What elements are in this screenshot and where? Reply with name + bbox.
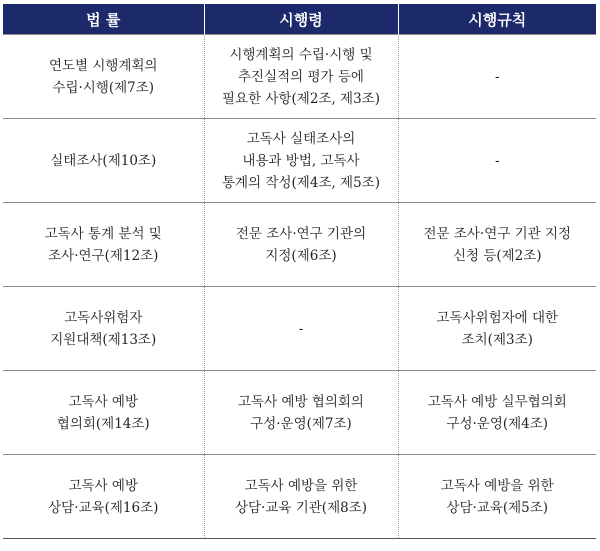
header-law: 법 률 [3,4,204,35]
cell-decree: 고독사 예방 협의회의 구성·운영(제7조) [204,371,398,455]
cell-rule: 전문 조사·연구 기관 지정 신청 등(제2조) [398,203,596,287]
law-comparison-table [3,4,596,539]
table-row [3,35,596,119]
header-enforcement-rule: 시행규칙 [398,4,596,35]
cell-rule: 고독사 예방 실무협의회 구성·운영(제4조) [398,371,596,455]
table-header [3,4,596,35]
table-row [3,287,596,371]
cell-decree: 시행계획의 수립·시행 및 추진실적의 평가 등에 필요한 사항(제2조, 제3조) [204,35,398,119]
table-row [3,371,596,455]
cell-law: 고독사위험자 지원대책(제13조) [3,287,204,371]
cell-decree: 전문 조사·연구 기관의 지정(제6조) [204,203,398,287]
table-row [3,455,596,539]
cell-rule: - [398,35,596,119]
cell-decree: 고독사 예방을 위한 상담·교육 기관(제8조) [204,455,398,539]
header-row [3,4,596,35]
cell-decree: - [204,287,398,371]
cell-law: 실태조사(제10조) [3,119,204,203]
cell-law: 고독사 예방 상담·교육(제16조) [3,455,204,539]
table-body [3,35,596,539]
table-row [3,203,596,287]
cell-law: 연도별 시행계획의 수립·시행(제7조) [3,35,204,119]
cell-law: 고독사 통계 분석 및 조사·연구(제12조) [3,203,204,287]
cell-decree: 고독사 실태조사의 내용과 방법, 고독사 통계의 작성(제4조, 제5조) [204,119,398,203]
cell-rule: 고독사위험자에 대한 조치(제3조) [398,287,596,371]
cell-rule: - [398,119,596,203]
cell-rule: 고독사 예방을 위한 상담·교육(제5조) [398,455,596,539]
header-enforcement-decree: 시행령 [204,4,398,35]
cell-law: 고독사 예방 협의회(제14조) [3,371,204,455]
table-row [3,119,596,203]
